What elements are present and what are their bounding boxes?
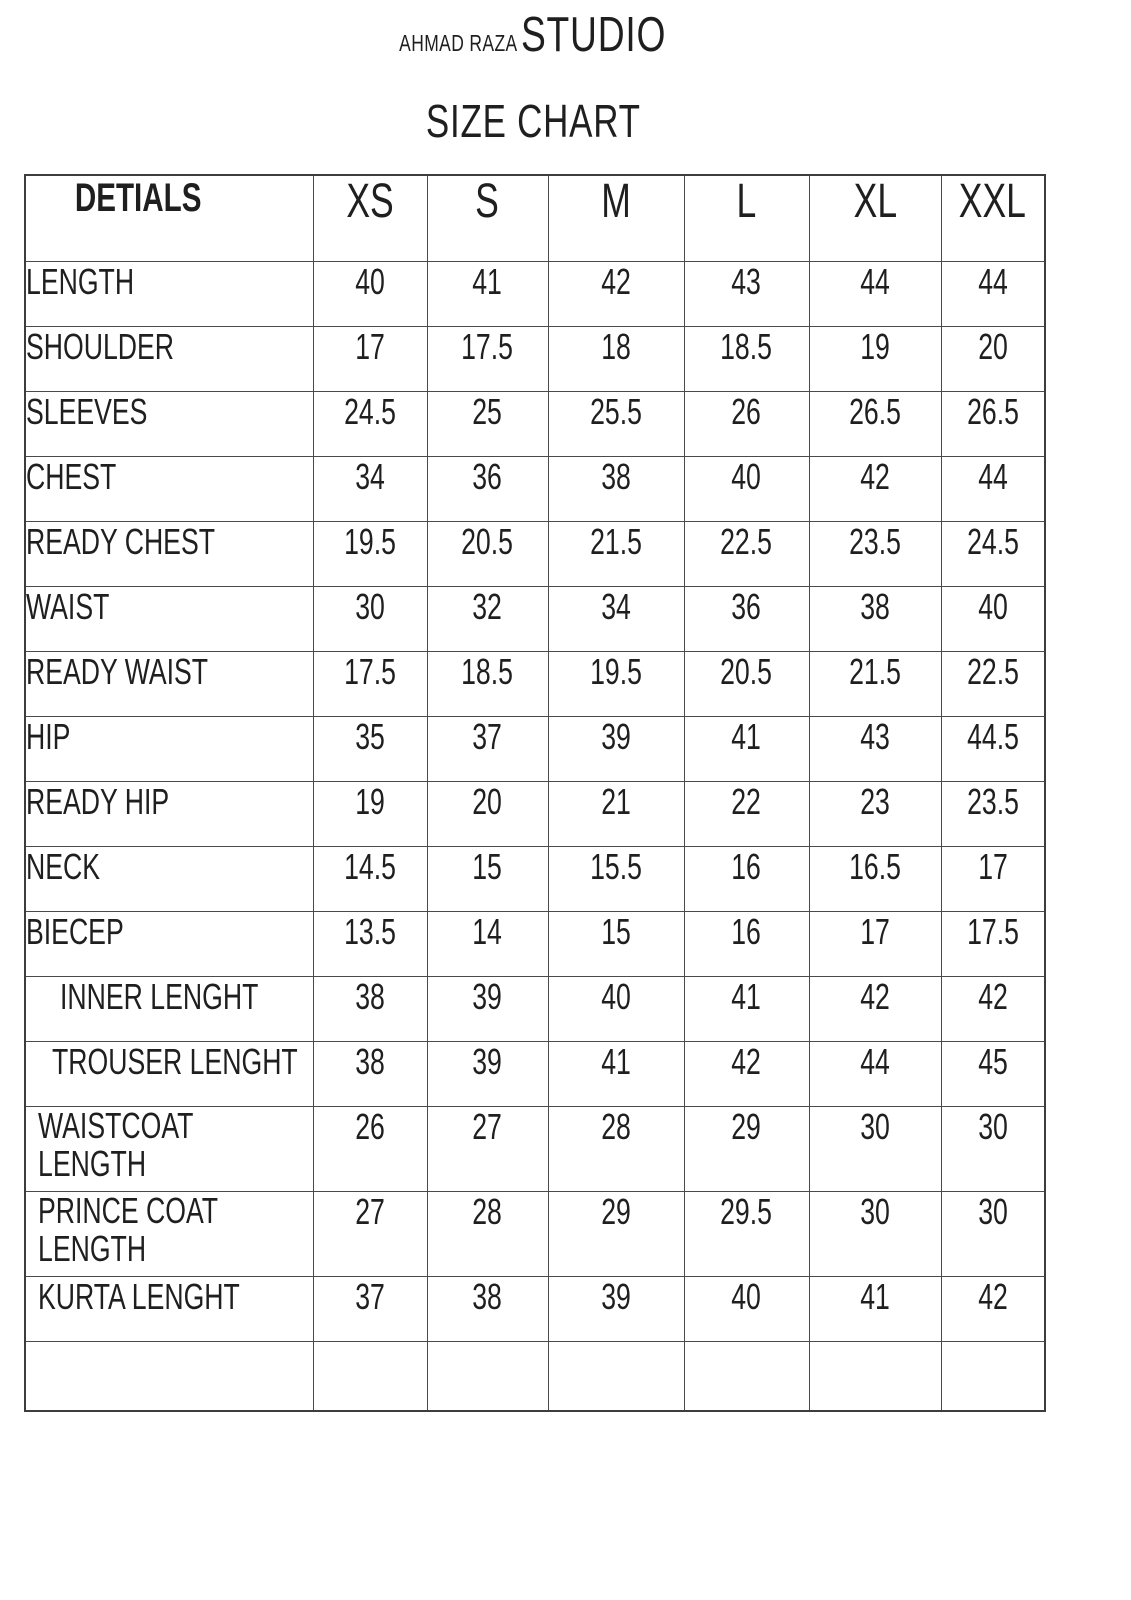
size-value-cell <box>313 1341 427 1411</box>
size-value: 28 <box>472 1191 503 1232</box>
size-value: 26 <box>355 1106 385 1147</box>
size-value-cell <box>941 911 1045 976</box>
table-row <box>25 1041 1045 1106</box>
table-row <box>25 326 1045 391</box>
size-value: 41 <box>601 1041 631 1082</box>
brand-heading <box>0 0 1066 64</box>
size-value: 30 <box>860 1191 890 1232</box>
table-row <box>25 1191 1045 1276</box>
table-row <box>25 1341 1045 1411</box>
size-value: 36 <box>472 456 503 497</box>
size-value-cell <box>313 781 427 846</box>
size-value-cell <box>548 716 684 781</box>
size-value-cell <box>427 1276 548 1341</box>
size-value-cell <box>684 456 809 521</box>
size-value: 16 <box>731 846 762 887</box>
size-value-cell <box>684 326 809 391</box>
size-value-cell <box>313 1041 427 1106</box>
size-value-cell <box>313 911 427 976</box>
row-label: WAISTCOAT LENGTH <box>38 1106 193 1184</box>
size-value-cell <box>548 586 684 651</box>
size-value-cell <box>809 456 941 521</box>
size-value: 38 <box>860 586 890 627</box>
table-row <box>25 976 1045 1041</box>
size-value: 17 <box>860 911 890 952</box>
row-label-cell <box>25 391 313 456</box>
size-value: 23 <box>860 781 890 822</box>
size-value-cell <box>809 586 941 651</box>
row-label-cell <box>25 1191 313 1276</box>
size-value: 14 <box>472 911 503 952</box>
size-value: 38 <box>355 976 385 1017</box>
size-value-cell <box>809 976 941 1041</box>
size-value: 44 <box>977 456 1008 497</box>
size-value: 19 <box>860 326 890 367</box>
size-value: 24.5 <box>966 521 1019 562</box>
size-value: 15 <box>601 911 631 952</box>
column-header-detials <box>25 175 313 261</box>
size-value: 19 <box>355 781 385 822</box>
column-header-xxl <box>941 175 1045 261</box>
size-value-cell <box>548 911 684 976</box>
table-row <box>25 846 1045 911</box>
size-value: 14.5 <box>344 846 396 887</box>
size-value-cell <box>313 846 427 911</box>
size-value-cell <box>427 261 548 326</box>
row-label: HIP <box>26 716 71 757</box>
row-label-cell <box>25 1041 313 1106</box>
size-value-cell <box>684 1106 809 1191</box>
size-value: 21.5 <box>849 651 901 692</box>
size-value: 17 <box>355 326 385 367</box>
size-value: 41 <box>731 976 762 1017</box>
brand-text <box>399 6 666 76</box>
row-label-cell <box>25 261 313 326</box>
size-value-cell <box>427 1041 548 1106</box>
size-value-cell <box>313 651 427 716</box>
column-header-label: L <box>736 175 757 228</box>
size-value-cell <box>313 326 427 391</box>
size-value: 20.5 <box>720 651 773 692</box>
size-value-cell <box>809 1276 941 1341</box>
size-value-cell <box>941 391 1045 456</box>
size-value-cell <box>548 326 684 391</box>
size-value-cell <box>684 976 809 1041</box>
size-value: 21 <box>601 781 631 822</box>
size-value-cell <box>548 1191 684 1276</box>
table-row <box>25 911 1045 976</box>
size-value: 32 <box>472 586 503 627</box>
row-label-cell <box>25 976 313 1041</box>
size-value: 41 <box>731 716 762 757</box>
size-value: 42 <box>860 456 890 497</box>
row-label-cell <box>25 911 313 976</box>
column-header-label: XXL <box>959 175 1027 228</box>
column-header-label: S <box>475 175 500 228</box>
size-value: 35 <box>355 716 385 757</box>
row-label: NECK <box>26 846 101 887</box>
size-value-cell <box>427 456 548 521</box>
size-value-cell <box>427 1341 548 1411</box>
size-value: 26.5 <box>966 391 1019 432</box>
size-value-cell <box>548 1341 684 1411</box>
size-value-cell <box>941 1106 1045 1191</box>
size-value-cell <box>941 261 1045 326</box>
table-row <box>25 781 1045 846</box>
column-header-xl <box>809 175 941 261</box>
row-label-cell <box>25 1106 313 1191</box>
size-value: 29.5 <box>720 1191 773 1232</box>
size-value: 44.5 <box>966 716 1019 757</box>
size-value: 40 <box>731 1276 762 1317</box>
size-value: 39 <box>601 716 631 757</box>
size-value: 42 <box>977 976 1008 1017</box>
size-value-cell <box>941 326 1045 391</box>
size-value-cell <box>684 1276 809 1341</box>
size-value: 26 <box>731 391 762 432</box>
size-value-cell <box>941 1341 1045 1411</box>
size-value-cell <box>941 781 1045 846</box>
size-value-cell <box>941 846 1045 911</box>
size-value: 42 <box>601 261 631 302</box>
size-value: 45 <box>977 1041 1008 1082</box>
size-value-cell <box>427 976 548 1041</box>
size-value-cell <box>684 261 809 326</box>
table-row <box>25 586 1045 651</box>
size-value: 44 <box>860 261 890 302</box>
size-value: 20 <box>977 326 1008 367</box>
size-value: 44 <box>977 261 1008 302</box>
brand-prefix: AHMAD RAZA <box>399 30 518 56</box>
size-value-cell <box>809 391 941 456</box>
size-value: 18.5 <box>720 326 773 367</box>
size-value-cell <box>809 261 941 326</box>
size-value: 15.5 <box>590 846 642 887</box>
size-value: 18.5 <box>461 651 514 692</box>
size-value: 17.5 <box>461 326 514 367</box>
table-body <box>25 261 1045 1411</box>
size-value-cell <box>548 391 684 456</box>
size-value-cell <box>313 521 427 586</box>
column-header-s <box>427 175 548 261</box>
table-header-row <box>25 175 1045 261</box>
size-value-cell <box>427 1106 548 1191</box>
size-value: 17.5 <box>344 651 396 692</box>
row-label-cell <box>25 521 313 586</box>
size-value-cell <box>427 1191 548 1276</box>
size-value: 43 <box>731 261 762 302</box>
size-value: 38 <box>472 1276 503 1317</box>
size-value-cell <box>548 1106 684 1191</box>
row-label-cell <box>25 651 313 716</box>
size-value-cell <box>427 391 548 456</box>
table-row <box>25 521 1045 586</box>
row-label-cell <box>25 456 313 521</box>
row-label-cell <box>25 586 313 651</box>
size-value: 24.5 <box>344 391 396 432</box>
row-label: CHEST <box>26 456 117 497</box>
size-value: 39 <box>601 1276 631 1317</box>
size-value-cell <box>548 976 684 1041</box>
column-header-xs <box>313 175 427 261</box>
size-value: 23.5 <box>966 781 1019 822</box>
size-value-cell <box>941 586 1045 651</box>
size-value-cell <box>809 846 941 911</box>
size-value-cell <box>684 716 809 781</box>
size-value-cell <box>427 846 548 911</box>
size-value-cell <box>684 586 809 651</box>
size-value-cell <box>313 976 427 1041</box>
column-header-label: XL <box>853 175 897 228</box>
size-value: 37 <box>355 1276 385 1317</box>
size-value-cell <box>809 651 941 716</box>
size-value-cell <box>313 391 427 456</box>
size-value: 16.5 <box>849 846 901 887</box>
size-value-cell <box>684 1191 809 1276</box>
size-value: 41 <box>472 261 503 302</box>
page-title-text: SIZE CHART <box>425 95 641 147</box>
size-value: 40 <box>601 976 631 1017</box>
size-value: 25 <box>472 391 503 432</box>
size-value-cell <box>809 911 941 976</box>
size-value-cell <box>941 651 1045 716</box>
size-value-cell <box>684 521 809 586</box>
size-value-cell <box>548 1276 684 1341</box>
size-value: 23.5 <box>849 521 901 562</box>
size-value: 26.5 <box>849 391 901 432</box>
size-value-cell <box>684 391 809 456</box>
size-value: 22 <box>731 781 762 822</box>
row-label: WAIST <box>26 586 110 627</box>
size-value: 39 <box>472 976 503 1017</box>
row-label: LENGTH <box>26 261 135 302</box>
size-value-cell <box>548 651 684 716</box>
size-chart-table <box>24 174 1046 1412</box>
size-value: 18 <box>601 326 631 367</box>
size-value: 27 <box>472 1106 503 1147</box>
column-header-m <box>548 175 684 261</box>
size-value: 29 <box>601 1191 631 1232</box>
size-value: 28 <box>601 1106 631 1147</box>
size-value: 38 <box>601 456 631 497</box>
size-value: 30 <box>860 1106 890 1147</box>
table-row <box>25 651 1045 716</box>
size-value-cell <box>313 261 427 326</box>
size-value-cell <box>941 1041 1045 1106</box>
size-value: 36 <box>731 586 762 627</box>
size-value-cell <box>313 1106 427 1191</box>
size-value: 43 <box>860 716 890 757</box>
row-label-cell <box>25 846 313 911</box>
row-label: PRINCE COAT LENGTH <box>38 1191 218 1269</box>
size-value-cell <box>548 521 684 586</box>
size-value: 16 <box>731 911 762 952</box>
size-value: 19.5 <box>590 651 642 692</box>
size-value-cell <box>313 1191 427 1276</box>
size-value: 20 <box>472 781 503 822</box>
row-label: KURTA LENGHT <box>38 1276 240 1317</box>
size-value-cell <box>809 1106 941 1191</box>
size-value: 38 <box>355 1041 385 1082</box>
size-value-cell <box>941 1276 1045 1341</box>
size-value-cell <box>941 716 1045 781</box>
size-value: 42 <box>731 1041 762 1082</box>
size-value: 40 <box>355 261 385 302</box>
size-value-cell <box>809 521 941 586</box>
size-value-cell <box>809 1041 941 1106</box>
table-header <box>25 175 1045 261</box>
size-value: 30 <box>355 586 385 627</box>
size-value-cell <box>427 911 548 976</box>
row-label: SLEEVES <box>26 391 148 432</box>
column-header-label: XS <box>346 175 394 228</box>
row-label: BIECEP <box>26 911 124 952</box>
size-value: 13.5 <box>344 911 396 952</box>
size-value: 25.5 <box>590 391 642 432</box>
size-value-cell <box>427 521 548 586</box>
size-value-cell <box>548 456 684 521</box>
size-value-cell <box>941 976 1045 1041</box>
size-value: 34 <box>601 586 631 627</box>
table-row <box>25 1106 1045 1191</box>
size-value: 40 <box>731 456 762 497</box>
size-value-cell <box>684 1041 809 1106</box>
size-value-cell <box>548 781 684 846</box>
size-value-cell <box>427 326 548 391</box>
size-value: 42 <box>860 976 890 1017</box>
size-value-cell <box>684 911 809 976</box>
size-value-cell <box>427 651 548 716</box>
size-value: 17 <box>977 846 1008 887</box>
size-value-cell <box>684 781 809 846</box>
size-value-cell <box>941 1191 1045 1276</box>
size-value: 27 <box>355 1191 385 1232</box>
row-label-cell <box>25 781 313 846</box>
size-value-cell <box>809 1191 941 1276</box>
size-value: 30 <box>977 1106 1008 1147</box>
brand-name: STUDIO <box>521 8 667 62</box>
size-value: 30 <box>977 1191 1008 1232</box>
size-value: 15 <box>472 846 503 887</box>
size-value-cell <box>427 781 548 846</box>
size-value-cell <box>427 586 548 651</box>
row-label-cell <box>25 326 313 391</box>
row-label: INNER LENGHT <box>60 976 259 1017</box>
size-value-cell <box>313 456 427 521</box>
table-row <box>25 391 1045 456</box>
size-value: 21.5 <box>590 521 642 562</box>
row-label: READY HIP <box>26 781 170 822</box>
size-value: 19.5 <box>344 521 396 562</box>
row-label: TROUSER LENGHT <box>52 1041 298 1082</box>
column-header-l <box>684 175 809 261</box>
table-row <box>25 716 1045 781</box>
size-value-cell <box>684 651 809 716</box>
size-value: 20.5 <box>461 521 514 562</box>
size-value-cell <box>313 586 427 651</box>
size-value: 17.5 <box>966 911 1019 952</box>
size-value: 22.5 <box>966 651 1019 692</box>
row-label-cell <box>25 716 313 781</box>
table-row <box>25 1276 1045 1341</box>
size-value-cell <box>548 846 684 911</box>
size-value-cell <box>941 521 1045 586</box>
row-label: READY WAIST <box>26 651 209 692</box>
table-row <box>25 261 1045 326</box>
row-label-cell <box>25 1276 313 1341</box>
column-header-label: DETIALS <box>74 176 202 220</box>
size-value-cell <box>809 1341 941 1411</box>
column-header-label: M <box>601 175 631 228</box>
size-value-cell <box>809 781 941 846</box>
size-value-cell <box>684 1341 809 1411</box>
row-label: SHOULDER <box>26 326 175 367</box>
size-value: 37 <box>472 716 503 757</box>
size-value-cell <box>427 716 548 781</box>
size-value-cell <box>684 846 809 911</box>
size-value: 34 <box>355 456 385 497</box>
size-value-cell <box>313 1276 427 1341</box>
size-value: 40 <box>977 586 1008 627</box>
size-value-cell <box>809 716 941 781</box>
size-value-cell <box>548 261 684 326</box>
size-value: 22.5 <box>720 521 773 562</box>
size-value: 39 <box>472 1041 503 1082</box>
size-value: 41 <box>860 1276 890 1317</box>
size-value: 42 <box>977 1276 1008 1317</box>
table-row <box>25 456 1045 521</box>
size-value-cell <box>809 326 941 391</box>
size-value-cell <box>941 456 1045 521</box>
size-value: 29 <box>731 1106 762 1147</box>
page-title <box>0 95 1066 147</box>
row-label: READY CHEST <box>26 521 216 562</box>
size-value: 44 <box>860 1041 890 1082</box>
size-value-cell <box>313 716 427 781</box>
row-label-cell <box>25 1341 313 1411</box>
size-value-cell <box>548 1041 684 1106</box>
